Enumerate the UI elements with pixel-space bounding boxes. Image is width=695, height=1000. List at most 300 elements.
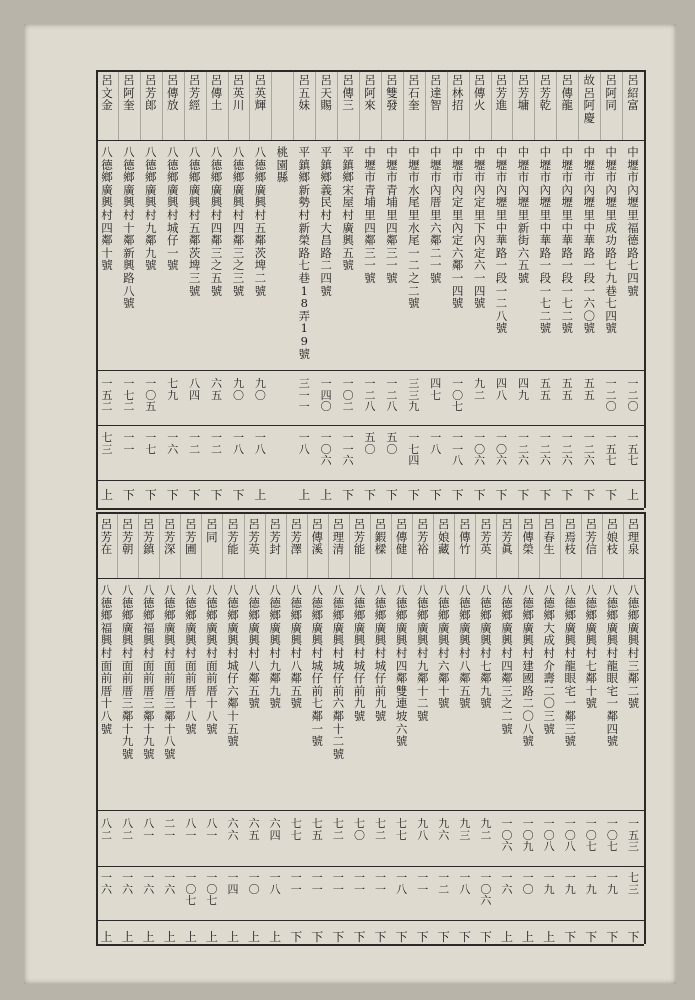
column-divider (496, 512, 497, 578)
address-cell: 八 德 鄉 福 興 村 面 前 厝 三 鄰 十 九 號 (142, 583, 155, 761)
year-cell: 四 八 (496, 377, 508, 402)
year-cell: 一 二 八 (386, 377, 398, 413)
year-cell: 七 七 (290, 817, 302, 842)
day-cell: 一 六 (164, 871, 176, 896)
column-divider (180, 512, 181, 578)
address-cell: 八 德 鄉 大 成 村 介 壽 二 〇 三 號 (543, 583, 555, 736)
name-cell: 呂 理 清 (332, 517, 345, 557)
half-cell: 上 (142, 930, 155, 944)
address-cell: 平 鎮 鄉 新 勢 村 新 榮 路 七 巷 1 8 弄 1 9 號 (298, 145, 310, 361)
day-cell: 一 四 (227, 871, 239, 896)
half-cell: 上 (298, 488, 311, 502)
half-cell: 下 (407, 488, 420, 502)
half-cell: 上 (184, 930, 197, 944)
rule-line (96, 480, 644, 481)
year-cell: 七 二 (332, 817, 344, 842)
day-cell: 一 〇 (248, 871, 260, 896)
year-cell: 九 〇 (232, 377, 244, 402)
year-cell: 一 〇 七 (452, 377, 464, 413)
address-cell: 八 德 鄉 廣 興 村 面 前 厝 十 八 號 (185, 583, 197, 736)
year-cell: 一 七 二 (123, 377, 135, 413)
address-cell: 中 壢 市 內 壢 里 中 華 路 一 段 一 六 〇 號 (583, 145, 595, 336)
address-cell: 桃 園 縣 (276, 145, 289, 185)
day-cell: 一 一 (123, 431, 135, 456)
column-divider (433, 512, 434, 578)
column-divider (539, 512, 540, 578)
column-divider (228, 70, 229, 140)
address-cell: 中 壢 市 青 埔 里 四 鄰 三 一 號 (364, 145, 376, 285)
column-divider (315, 70, 316, 140)
rule-line (96, 140, 644, 141)
half-cell: 上 (100, 930, 113, 944)
year-cell: 八 二 (101, 817, 113, 842)
name-cell: 呂 芳 圃 (185, 517, 197, 557)
year-cell: 五 五 (561, 377, 573, 402)
half-cell: 下 (479, 930, 492, 944)
day-cell: 一 〇 六 (480, 871, 492, 907)
year-cell: 九 八 (417, 817, 429, 842)
column-divider (403, 70, 404, 140)
day-cell: 七 三 (101, 431, 113, 456)
day-cell: 一 八 (430, 431, 442, 456)
column-divider (184, 70, 185, 140)
address-cell: 八 德 鄉 廣 興 村 三 鄰 二 號 (627, 583, 640, 711)
day-cell: 一 五 七 (605, 431, 617, 467)
name-cell: 呂 芳 英 (248, 517, 260, 557)
name-cell: 呂 焉 枝 (564, 517, 576, 557)
name-cell: 呂 芳 乾 (539, 73, 552, 113)
half-cell: 上 (248, 930, 261, 944)
column-divider (425, 70, 426, 140)
name-cell: 呂 傳 放 (166, 73, 179, 113)
day-cell: 一 八 (254, 431, 266, 456)
name-cell: 呂 五 妹 (298, 73, 310, 113)
name-cell: 呂 達 智 (430, 73, 442, 113)
name-cell: 呂 芳 澤 (290, 517, 302, 557)
year-cell: 七 二 (375, 817, 387, 842)
column-divider (381, 70, 382, 140)
column-divider (602, 512, 603, 578)
column-divider (560, 512, 561, 578)
year-cell: 一 五 二 (101, 377, 113, 413)
year-cell: 六 六 (227, 817, 239, 842)
name-cell: 故 呂 阿 慶 (583, 73, 595, 125)
name-cell: 呂 娘 藏 (438, 517, 450, 557)
day-cell: 一 〇 七 (185, 871, 197, 907)
day-cell: 一 五 七 (627, 431, 639, 467)
year-cell: 四 九 (517, 377, 529, 402)
day-cell: 一 一 (311, 871, 323, 896)
half-cell: 下 (363, 488, 376, 502)
day-cell: 一 一 (290, 871, 302, 896)
year-cell: 一 〇 二 (342, 377, 354, 413)
name-cell: 呂 阿 來 (364, 73, 376, 113)
name-cell: 呂 芳 經 (188, 73, 201, 113)
address-cell: 八 德 鄉 廣 興 村 五 鄰 茨 埤 二 號 (254, 145, 267, 298)
year-cell: 一 〇 五 (145, 377, 157, 413)
day-cell: 一 八 (459, 871, 471, 896)
year-cell: 一 五 三 (627, 817, 639, 853)
address-cell: 中 壢 市 內 壢 里 中 華 路 一 段 一 七 二 號 (539, 145, 552, 336)
rule-line (96, 578, 644, 579)
name-cell: 呂 林 招 (451, 73, 464, 113)
name-cell: 呂 天 賜 (320, 73, 332, 113)
half-cell: 下 (290, 930, 303, 944)
year-cell: 一 二 〇 (605, 377, 617, 413)
address-cell: 八 德 鄉 廣 興 村 城 仔 前 九 號 (353, 583, 366, 723)
address-cell: 八 德 鄉 廣 興 村 城 仔 前 六 鄰 十 二 號 (332, 583, 345, 761)
name-cell: 呂 芳 鎮 (142, 517, 155, 557)
address-cell: 中 壢 市 內 壢 里 成 功 路 七 九 巷 七 四 號 (605, 145, 617, 336)
column-divider (206, 70, 207, 140)
half-cell: 上 (269, 930, 282, 944)
day-cell: 一 一 六 (342, 431, 354, 467)
day-cell: 五 〇 (364, 431, 376, 456)
address-cell: 中 壢 市 內 厝 里 六 鄰 二 一 號 (430, 145, 442, 285)
column-divider (307, 512, 308, 578)
name-cell: 呂 阿 同 (605, 73, 617, 113)
column-divider (556, 70, 557, 140)
column-divider (201, 512, 202, 578)
rule-line (96, 425, 644, 426)
day-cell: 一 二 (438, 871, 450, 896)
name-cell: 呂 芳 能 (353, 517, 366, 557)
address-cell: 八 德 鄉 廣 興 村 八 鄰 五 號 (248, 583, 260, 711)
address-cell: 八 德 鄉 廣 興 村 四 鄰 雙 連 坡 六 號 (395, 583, 408, 749)
half-cell: 上 (100, 488, 113, 502)
half-cell: 下 (188, 488, 201, 502)
name-cell: 呂 芳 朝 (121, 517, 134, 557)
year-cell: 四 七 (430, 377, 442, 402)
name-cell: 呂 芳 郎 (145, 73, 157, 113)
column-divider (271, 70, 272, 140)
half-cell: 下 (437, 930, 450, 944)
half-cell: 下 (416, 930, 429, 944)
column-divider (117, 512, 118, 578)
column-divider (244, 512, 245, 578)
day-cell: 一 八 (298, 431, 310, 456)
year-cell: 六 五 (248, 817, 260, 842)
name-cell: 呂 阿 奎 (123, 73, 135, 113)
column-divider (512, 70, 513, 140)
half-cell: 下 (342, 488, 355, 502)
address-cell: 八 德 鄉 廣 興 村 八 鄰 五 號 (459, 583, 471, 711)
year-cell: 九 二 (474, 377, 486, 402)
day-cell: 一 二 (189, 431, 201, 456)
rule-line (96, 370, 644, 371)
half-cell: 上 (226, 930, 239, 944)
name-cell: 呂 芳 裕 (416, 517, 429, 557)
year-cell: 八 二 (122, 817, 134, 842)
address-cell: 八 德 鄉 廣 興 村 四 鄰 三 之 三 號 (232, 145, 245, 298)
address-cell: 八 德 鄉 廣 興 村 四 鄰 三 之 五 號 (210, 145, 223, 298)
name-cell: 呂 同 (206, 517, 218, 544)
name-cell: 呂 傳 溪 (311, 517, 324, 557)
address-cell: 八 德 鄉 廣 興 村 六 鄰 十 號 (438, 583, 450, 711)
name-cell: 呂 春 生 (543, 517, 555, 557)
half-cell: 下 (374, 930, 387, 944)
day-cell: 一 八 (269, 871, 281, 896)
column-divider (412, 512, 413, 578)
half-cell: 上 (320, 488, 333, 502)
day-cell: 一 〇 七 (206, 871, 218, 907)
year-cell: 七 〇 (353, 817, 365, 842)
day-cell: 一 九 (543, 871, 555, 896)
year-cell: 一 〇 八 (564, 817, 576, 853)
address-cell: 中 壢 市 內 壢 里 新 街 六 五 號 (517, 145, 530, 285)
half-cell: 下 (232, 488, 245, 502)
half-cell: 下 (473, 488, 486, 502)
day-cell: 一 七 四 (408, 431, 420, 467)
day-cell: 一 二 六 (539, 431, 551, 467)
day-cell: 一 一 (353, 871, 365, 896)
address-cell: 八 德 鄉 廣 興 村 建 國 路 二 〇 八 號 (522, 583, 534, 749)
name-cell: 呂 鍜 樑 (374, 517, 387, 557)
day-cell: 一 〇 六 (474, 431, 486, 467)
column-divider (391, 512, 392, 578)
address-cell: 八 德 鄉 廣 興 村 城 仔 前 七 鄰 一 號 (311, 583, 324, 749)
column-divider (293, 70, 294, 140)
half-cell: 上 (627, 488, 640, 502)
day-cell: 一 六 (101, 871, 113, 896)
year-cell: 一 二 〇 (627, 377, 639, 413)
address-cell: 中 壢 市 內 壢 里 中 華 路 一 段 一 二 八 號 (495, 145, 508, 336)
rule-right (644, 70, 646, 508)
address-cell: 八 德 鄉 廣 興 村 九 鄰 十 二 號 (416, 583, 429, 723)
address-cell: 中 壢 市 內 壢 里 福 德 路 七 四 號 (627, 145, 639, 298)
year-cell: 六 四 (269, 817, 281, 842)
address-cell: 平 鎮 鄉 宋 屋 村 廣 興 五 號 (342, 145, 354, 273)
day-cell: 一 一 八 (452, 431, 464, 467)
year-cell: 九 二 (480, 817, 492, 842)
address-cell: 八 德 鄉 廣 興 村 四 鄰 三 之 二 號 (501, 583, 513, 736)
column-divider (581, 512, 582, 578)
column-divider (447, 70, 448, 140)
year-cell: 八 一 (185, 817, 197, 842)
rule-line (96, 810, 644, 811)
year-cell: 八 一 (143, 817, 155, 842)
column-divider (138, 512, 139, 578)
day-cell: 一 九 (564, 871, 576, 896)
column-divider (454, 512, 455, 578)
address-cell: 八 德 鄉 廣 興 村 八 鄰 五 號 (290, 583, 302, 711)
name-cell: 呂 英 川 (232, 73, 245, 113)
half-cell: 下 (395, 930, 408, 944)
year-cell: 一 〇 八 (543, 817, 555, 853)
address-cell: 八 德 鄉 廣 興 村 城 仔 前 九 號 (374, 583, 387, 723)
half-cell: 下 (627, 930, 640, 944)
year-cell: 九 〇 (254, 377, 266, 402)
rule-line (96, 508, 644, 510)
half-cell: 下 (539, 488, 552, 502)
rule-line (96, 920, 644, 921)
name-cell: 呂 芳 在 (100, 517, 113, 557)
column-divider (518, 512, 519, 578)
address-cell: 中 壢 市 內 定 里 下 內 定 六 一 四 號 (473, 145, 486, 311)
day-cell: 一 一 (332, 871, 344, 896)
half-cell: 下 (561, 488, 574, 502)
half-cell: 下 (311, 930, 324, 944)
year-cell: 七 五 (311, 817, 323, 842)
column-divider (491, 70, 492, 140)
half-cell: 下 (166, 488, 179, 502)
year-cell: 七 七 (396, 817, 408, 842)
day-cell: 一 一 (417, 871, 429, 896)
day-cell: 一 八 (232, 431, 244, 456)
half-cell: 上 (522, 930, 535, 944)
day-cell: 一 六 (122, 871, 134, 896)
half-cell: 上 (500, 930, 513, 944)
address-cell: 八 德 鄉 廣 興 村 九 鄰 九 號 (145, 145, 157, 273)
half-cell: 下 (564, 930, 577, 944)
day-cell: 一 九 (585, 871, 597, 896)
half-cell: 下 (353, 930, 366, 944)
half-cell: 下 (495, 488, 508, 502)
name-cell: 呂 傳 土 (210, 73, 223, 113)
name-cell: 呂 傳 火 (473, 73, 486, 113)
day-cell: 一 〇 六 (496, 431, 508, 467)
year-cell: 一 〇 九 (522, 817, 534, 853)
half-cell: 下 (585, 930, 598, 944)
rule-line (96, 866, 644, 867)
address-cell: 中 壢 市 內 壢 里 中 華 路 一 段 一 七 二 號 (561, 145, 574, 336)
address-cell: 八 德 鄉 廣 興 村 十 鄰 新 興 路 八 號 (123, 145, 135, 311)
name-cell: 呂 紹 富 (627, 73, 639, 113)
half-cell: 下 (583, 488, 596, 502)
rule-right (644, 512, 646, 944)
name-cell: 呂 傳 竹 (459, 517, 471, 557)
address-cell: 八 德 鄉 廣 興 村 龍 眼 宅 一 鄰 四 號 (606, 583, 619, 749)
half-cell: 上 (121, 930, 134, 944)
column-divider (162, 70, 163, 140)
half-cell: 下 (210, 488, 223, 502)
name-cell: 呂 雙 發 (386, 73, 398, 113)
day-cell: 一 二 六 (517, 431, 529, 467)
half-cell: 下 (122, 488, 135, 502)
address-cell: 八 德 鄉 廣 興 村 七 鄰 九 號 (480, 583, 492, 711)
column-divider (622, 70, 623, 140)
half-cell: 上 (205, 930, 218, 944)
name-cell: 呂 石 奎 (408, 73, 420, 113)
column-divider (249, 70, 250, 140)
name-cell: 呂 理 泉 (627, 517, 640, 557)
year-cell: 二 一 (164, 817, 176, 842)
column-divider (623, 512, 624, 578)
column-divider (337, 70, 338, 140)
address-cell: 八 德 鄉 廣 興 村 龍 眼 宅 一 鄰 三 號 (564, 583, 576, 749)
column-divider (265, 512, 266, 578)
address-cell: 八 德 鄉 廣 興 村 五 鄰 茨 埤 三 號 (188, 145, 201, 298)
name-cell: 呂 英 輝 (254, 73, 267, 113)
column-divider (359, 70, 360, 140)
year-cell: 五 五 (583, 377, 595, 402)
name-cell: 呂 芳 眞 (501, 517, 513, 557)
name-cell: 呂 芳 墉 (517, 73, 530, 113)
address-cell: 八 德 鄉 福 興 村 面 前 厝 十 八 號 (100, 583, 113, 736)
half-cell: 上 (163, 930, 176, 944)
year-cell: 八 四 (189, 377, 201, 402)
half-cell: 下 (144, 488, 157, 502)
half-cell: 下 (429, 488, 442, 502)
name-cell: 呂 傳 三 (342, 73, 354, 113)
year-cell: 七 九 (167, 377, 179, 402)
year-cell: 一 〇 七 (585, 817, 597, 853)
year-cell: 五 五 (539, 377, 551, 402)
day-cell: 五 〇 (386, 431, 398, 456)
address-cell: 八 德 鄉 廣 興 村 面 前 厝 三 鄰 十 八 號 (164, 583, 176, 761)
day-cell: 一 六 (143, 871, 155, 896)
day-cell: 一 八 (396, 871, 408, 896)
column-divider (140, 70, 141, 140)
half-cell: 下 (458, 930, 471, 944)
half-cell: 下 (385, 488, 398, 502)
column-divider (469, 70, 470, 140)
rule-line (96, 70, 644, 72)
column-divider (578, 70, 579, 140)
day-cell: 一 六 (167, 431, 179, 456)
year-cell: 三 三 九 (408, 377, 420, 413)
column-divider (222, 512, 223, 578)
name-cell: 呂 芳 能 (227, 517, 239, 557)
name-cell: 呂 傳 龍 (561, 73, 574, 113)
column-divider (286, 512, 287, 578)
address-cell: 八 德 鄉 廣 興 村 城 仔 一 號 (166, 145, 179, 273)
name-cell: 呂 芳 進 (495, 73, 508, 113)
half-cell: 下 (332, 930, 345, 944)
name-cell: 呂 娘 枝 (606, 517, 619, 557)
half-cell: 下 (605, 488, 618, 502)
day-cell: 一 七 (145, 431, 157, 456)
year-cell: 九 三 (459, 817, 471, 842)
year-cell: 八 一 (206, 817, 218, 842)
year-cell: 三 一 一 (298, 377, 310, 413)
address-cell: 中 壢 市 內 定 里 內 定 六 鄰 一 四 號 (451, 145, 464, 311)
address-cell: 八 德 鄉 廣 興 村 七 鄰 十 號 (585, 583, 598, 711)
name-cell: 呂 傳 榮 (522, 517, 534, 557)
half-cell: 下 (606, 930, 619, 944)
half-cell: 上 (543, 930, 556, 944)
column-divider (600, 70, 601, 140)
address-cell: 八 德 鄉 廣 興 村 面 前 厝 十 八 號 (206, 583, 218, 736)
day-cell: 一 九 (606, 871, 618, 896)
address-cell: 八 德 鄉 廣 興 村 城 仔 六 鄰 十 五 號 (227, 583, 239, 749)
column-divider (118, 70, 119, 140)
day-cell: 一 〇 (522, 871, 534, 896)
day-cell: 一 六 (501, 871, 513, 896)
address-cell: 八 德 鄉 廣 興 村 面 前 厝 三 鄰 十 九 號 (121, 583, 134, 761)
half-cell: 上 (254, 488, 267, 502)
year-cell: 一 四 〇 (320, 377, 332, 413)
address-cell: 中 壢 市 青 埔 里 四 鄰 三 一 號 (386, 145, 398, 285)
name-cell: 呂 芳 深 (164, 517, 176, 557)
year-cell: 一 〇 七 (606, 817, 618, 853)
column-divider (370, 512, 371, 578)
name-cell: 呂 傳 健 (395, 517, 408, 557)
column-divider (159, 512, 160, 578)
half-cell: 下 (451, 488, 464, 502)
name-cell: 呂 文 金 (101, 73, 113, 113)
year-cell: 九 六 (438, 817, 450, 842)
day-cell: 一 二 (211, 431, 223, 456)
column-divider (475, 512, 476, 578)
day-cell: 七 三 (627, 871, 639, 896)
column-divider (349, 512, 350, 578)
year-cell: 六 五 (211, 377, 223, 402)
address-cell: 八 德 鄉 廣 興 村 四 鄰 十 號 (101, 145, 113, 273)
day-cell: 一 二 六 (583, 431, 595, 467)
half-cell: 下 (517, 488, 530, 502)
column-divider (328, 512, 329, 578)
